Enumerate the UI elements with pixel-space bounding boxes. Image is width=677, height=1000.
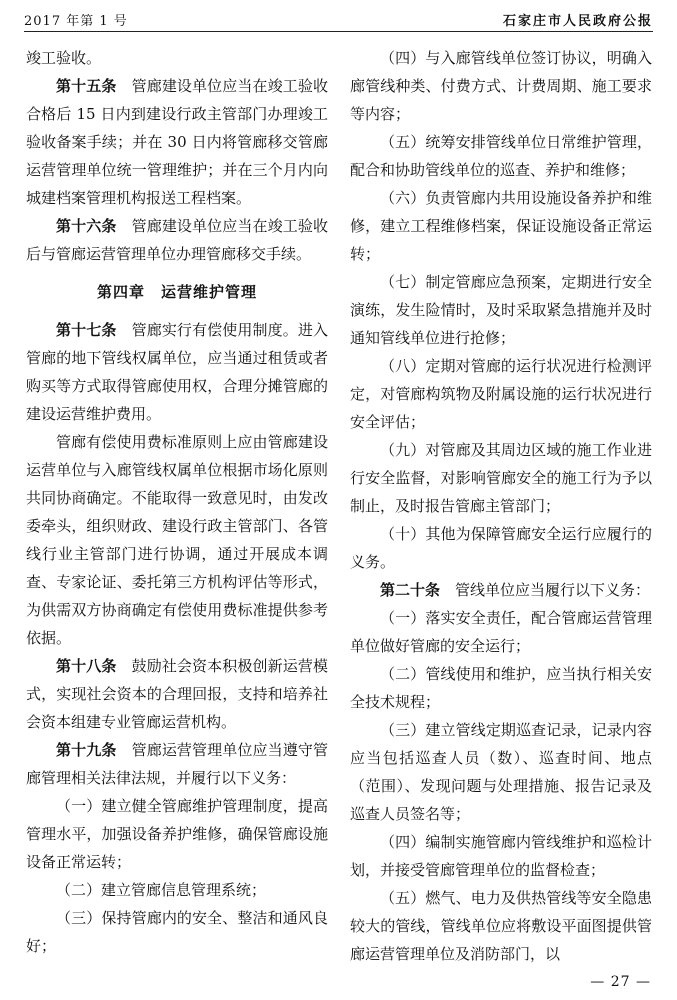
article-19	[26, 736, 328, 792]
article-20	[350, 576, 652, 604]
article-text: 管廊建设单位应当在竣工验收后与管廊运营管理单位办理管廊移交手续。	[26, 217, 328, 263]
issue-label: 2017 年第 1 号	[24, 14, 128, 29]
list-item: （四）与入廊管线单位签订协议，明确入廊管线种类、付费方式、计费周期、施工要求等内容；	[350, 49, 652, 123]
article-number: 第十五条	[56, 77, 117, 95]
article-text: 管线单位应当履行以下义务：	[440, 581, 651, 599]
publication-title: 石家庄市人民政府公报	[502, 14, 653, 29]
article-text: 管廊实行有偿使用制度。进入管廊的地下管线权属单位，应当通过租赁或者购买等方式取得管廊使用权，合理分摊管廊的建设运营维护费用。	[26, 321, 328, 423]
article-number: 第十七条	[56, 321, 117, 339]
article-number: 第十八条	[56, 657, 117, 675]
article-text: 鼓励社会资本积极创新运营模式，实现社会资本的合理回报，支持和培养社会资本组建专业管廊运营机构。	[26, 657, 328, 731]
article-16	[26, 212, 328, 268]
article-number: 第二十条	[380, 581, 441, 599]
article-18	[26, 652, 328, 736]
article-text: 管廊运营管理单位应当遵守管廊管理相关法律法规，并履行以下义务：	[26, 741, 328, 787]
list-item: （一）落实安全责任，配合管廊运营管理单位做好管廊的安全运行；	[350, 609, 652, 655]
list-item: （三）保持管廊内的安全、整洁和通风良好；	[26, 909, 328, 955]
header-rule	[24, 31, 653, 32]
list-item: （五）燃气、电力及供热管线等安全隐患较大的管线，管线单位应将敷设平面图提供管廊运营管理单位及消防部门，以	[350, 889, 652, 963]
paragraph: 管廊有偿使用费标准原则上应由管廊建设运营单位与入廊管线权属单位根据市场化原则共同协商确定。不能取得一致意见时，由发改委牵头，组织财政、建设行政主管部门、各管线行业主管部门进行协调，通过开展成本调查、专家论证、委托第三方机构评估等形式，为供需双方协商确定有偿使用费标准提供参考依据。	[26, 433, 328, 647]
list-item: （五）统筹安排管线单位日常维护管理，配合和协助管线单位的巡查、养护和维修；	[350, 133, 652, 179]
article-number: 第十六条	[56, 217, 117, 235]
list-item: （九）对管廊及其周边区域的施工作业进行安全监督，对影响管廊安全的施工行为予以制止，及时报告管廊主管部门；	[350, 441, 652, 515]
list-item: （一）建立健全管廊维护管理制度，提高管理水平，加强设备养护维修，确保管廊设施设备正常运转；	[26, 797, 328, 871]
article-17	[26, 316, 328, 428]
article-text: 管廊建设单位应当在竣工验收合格后 15 日内到建设行政主管部门办理竣工验收备案手续；并在 30 日内将管廊移交管廊运营管理单位统一管理维护；并在三个月内向城建档案管理机构报送工程档案。	[26, 77, 328, 207]
list-item: （二）建立管廊信息管理系统；	[56, 881, 267, 899]
right-column	[350, 44, 652, 968]
page-number: — 27 —	[590, 974, 651, 990]
list-item: （六）负责管廊内共用设施设备养护和维修，建立工程维修档案，保证设施设备正常运转；	[350, 189, 652, 263]
page-header	[24, 6, 653, 32]
list-item: （三）建立管线定期巡查记录，记录内容应当包括巡查人员（数）、巡查时间、地点（范围）、发现问题与处理措施、报告记录及巡查人员签名等；	[350, 721, 652, 823]
article-number: 第十九条	[56, 741, 117, 759]
list-item: （七）制定管廊应急预案，定期进行安全演练，发生险情时，及时采取紧急措施并及时通知管线单位进行抢修；	[350, 273, 652, 347]
list-item: （十）其他为保障管廊安全运行应履行的义务。	[350, 525, 652, 571]
paragraph: 竣工验收。	[26, 49, 102, 67]
article-15	[26, 72, 328, 212]
left-column	[26, 44, 328, 960]
list-item: （四）编制实施管廊内管线维护和巡检计划，并接受管廊管理单位的监督检查；	[350, 833, 652, 879]
chapter-heading: 第四章 运营维护管理	[96, 283, 257, 301]
list-item: （八）定期对管廊的运行状况进行检测评定，对管廊构筑物及附属设施的运行状况进行安全评估；	[350, 357, 652, 431]
list-item: （二）管线使用和维护，应当执行相关安全技术规程；	[350, 665, 652, 711]
